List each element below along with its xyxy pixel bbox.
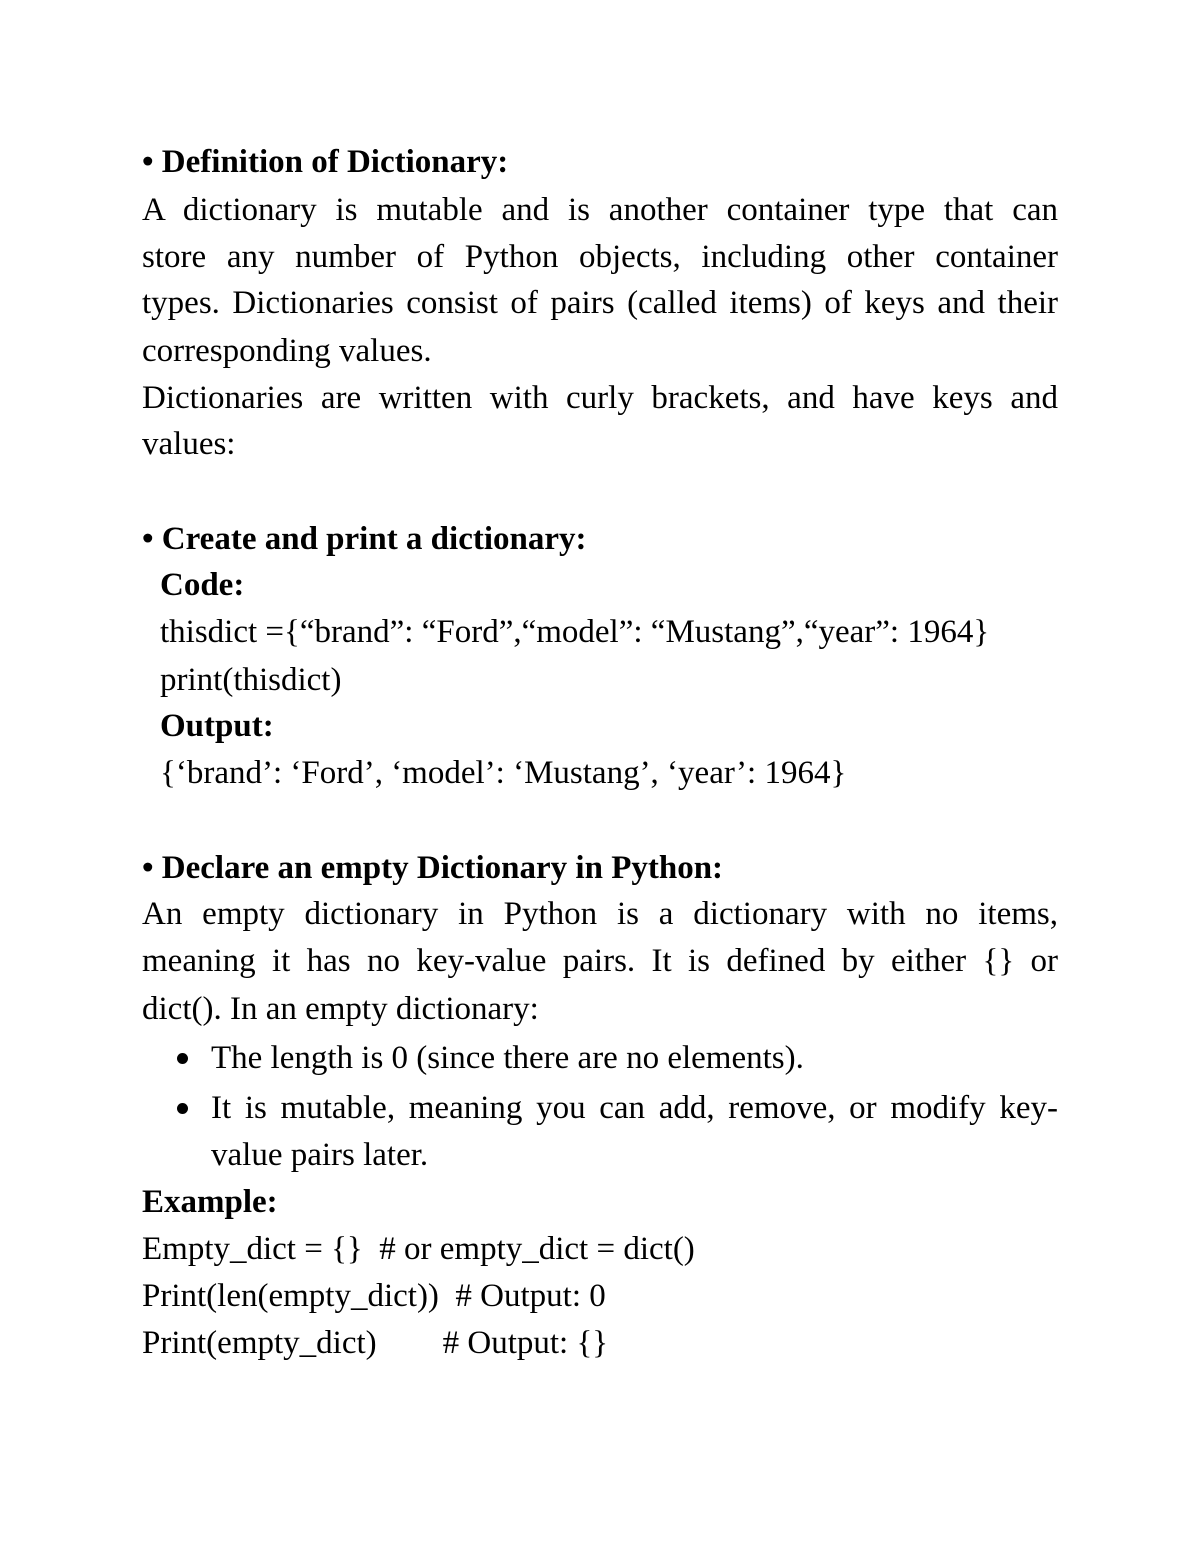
example-code-line: Print(len(empty_dict)) # Output: 0 [142, 1278, 606, 1314]
heading-create-print: • Create and print a dictionary: [142, 521, 587, 557]
paragraph-line: A dictionary is mutable and is another container type that can [142, 192, 1058, 228]
bullet-icon [177, 1053, 188, 1064]
paragraph-line: Dictionaries are written with curly brackets, and have keys and [142, 380, 1058, 416]
code-label: Code: [160, 567, 245, 603]
paragraph-line: dict(). In an empty dictionary: [142, 991, 539, 1027]
example-code-line: Print(empty_dict) # Output: {} [142, 1325, 609, 1361]
example-label: Example: [142, 1184, 278, 1220]
code-line: thisdict ={“brand”: “Ford”,“model”: “Mustang”,“year”: 1964} [160, 614, 990, 650]
paragraph-line: store any number of Python objects, including other container [142, 239, 1058, 275]
paragraph-line: meaning it has no key-value pairs. It is defined by either {} or [142, 943, 1058, 979]
bullet-item-text: It is mutable, meaning you can add, remove, or modify key- [211, 1090, 1058, 1126]
output-label: Output: [160, 708, 274, 744]
heading-definition: • Definition of Dictionary: [142, 144, 509, 180]
paragraph-line: values: [142, 426, 236, 462]
bullet-item-text: value pairs later. [211, 1137, 429, 1173]
bullet-icon [177, 1103, 188, 1114]
paragraph-line: types. Dictionaries consist of pairs (called items) of keys and their [142, 285, 1058, 321]
code-line: print(thisdict) [160, 662, 342, 698]
paragraph-line: An empty dictionary in Python is a dictionary with no items, [142, 896, 1058, 932]
bullet-item-text: The length is 0 (since there are no elements). [211, 1040, 804, 1076]
output-line: {‘brand’: ‘Ford’, ‘model’: ‘Mustang’, ‘year’: 1964} [160, 755, 847, 791]
paragraph-line: corresponding values. [142, 333, 432, 369]
example-code-line: Empty_dict = {} # or empty_dict = dict() [142, 1231, 695, 1267]
heading-empty-dictionary: • Declare an empty Dictionary in Python: [142, 850, 724, 886]
